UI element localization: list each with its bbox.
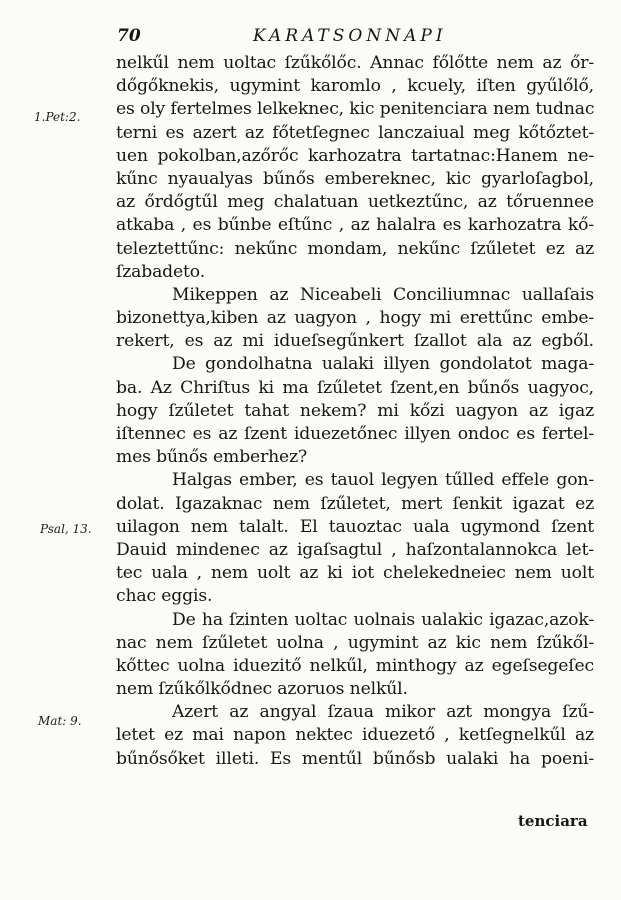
text-line: kűnc nyaualyas bűnős embereknec, kic gyarloſagbol, [116, 168, 594, 189]
text-line: chac eggis. [116, 586, 213, 607]
text-line: teleztettűnc: nekűnc mondam, nekűnc ſzűletet ez az [116, 238, 594, 259]
text-line: ba. Az Chriſtus ki ma ſzűletet ſzent,en bűnős uagyoc, [116, 377, 594, 398]
text-line: ſzabadeto. [116, 261, 206, 282]
text-line: bűnősőket illeti. Es mentűl bűnősb ualaki ha poeni- [116, 748, 594, 769]
text-line: hogy ſzűletet tahat nekem? mi kőzi uagyon az igaz [116, 400, 594, 421]
text-line: De ha ſzinten uoltac uolnais ualakic igazac,azok- [172, 609, 594, 630]
text-line: uen pokolban,azőrőc karhozatra tartatnac:Hanem ne- [116, 145, 594, 166]
text-line: az őrdőgtűl meg chalatuan uetkeztűnc, az tőruennee [116, 192, 594, 213]
page-header [117, 26, 597, 50]
text-line: nem ſzűkőlkődnec azoruos nelkűl. [116, 679, 408, 700]
text-line: Halgas ember, es tauol legyen tűlled effele gon- [172, 470, 594, 491]
text-line: De gondolhatna ualaki illyen gondolatot maga- [172, 354, 594, 375]
text-line: Azert az angyal ſzaua mikor azt mongya ſzű- [172, 702, 594, 723]
text-line: dolat. Igazaknac nem ſzűletet, mert ſenkit igazat ez [116, 493, 594, 514]
body-text [116, 52, 594, 771]
text-line: rekert, es az mi idueſsegűnkert ſzallot ala az egből. [116, 331, 594, 352]
catchword: tenciara [518, 812, 588, 830]
margin-note-2: Psal, 13. [40, 522, 92, 536]
text-line: letet ez mai napon nektec iduezető , ketſegnelkűl az [116, 725, 594, 746]
text-line: uilagon nem talalt. El tauoztac uala ugymond ſzent [116, 516, 594, 537]
margin-note-3: Mat: 9. [38, 714, 82, 728]
page-number: 70 [117, 26, 141, 46]
text-line: iſtennec es az ſzent iduezetőnec illyen ondoc es fertel- [116, 424, 594, 444]
text-line: kőttec uolna iduezitő nelkűl, minthogy az egeſsegeſec [116, 655, 594, 676]
text-line: Mikeppen az Niceabeli Conciliumnac uallaſais [172, 284, 594, 305]
running-title: KARATSONNAPI [253, 26, 447, 46]
margin-note-1: 1.Pet:2. [34, 110, 81, 124]
text-line: terni es azert az főtetſegnec lanczaiual meg kőtőztet- [116, 122, 594, 143]
text-line: atkaba , es bűnbe eſtűnc , az halalra es karhozatra kő- [116, 215, 594, 236]
text-line: mes bűnős emberhez? [116, 447, 308, 468]
text-line: nelkűl nem uoltac ſzűkőlőc. Annac főlőtte nem az őr- [116, 53, 594, 73]
text-line: dőgőknekis, ugymint karomlo , kcuely, iſten gyűlőlő, [116, 76, 594, 97]
text-line: tec uala , nem uolt az ki iot chelekedneiec nem uolt [116, 563, 594, 584]
text-line: nac nem ſzűletet uolna , ugymint az kic nem ſzűkől- [116, 632, 594, 653]
text-line: es oly fertelmes lelkeknec, kic penitenciara nem tudnac [116, 99, 595, 120]
text-line: Dauid mindenec az igaſsagtul , haſzontalannokca let- [116, 539, 594, 560]
text-line: bizonettya,kiben az uagyon , hogy mi erettűnc embe- [116, 308, 594, 329]
